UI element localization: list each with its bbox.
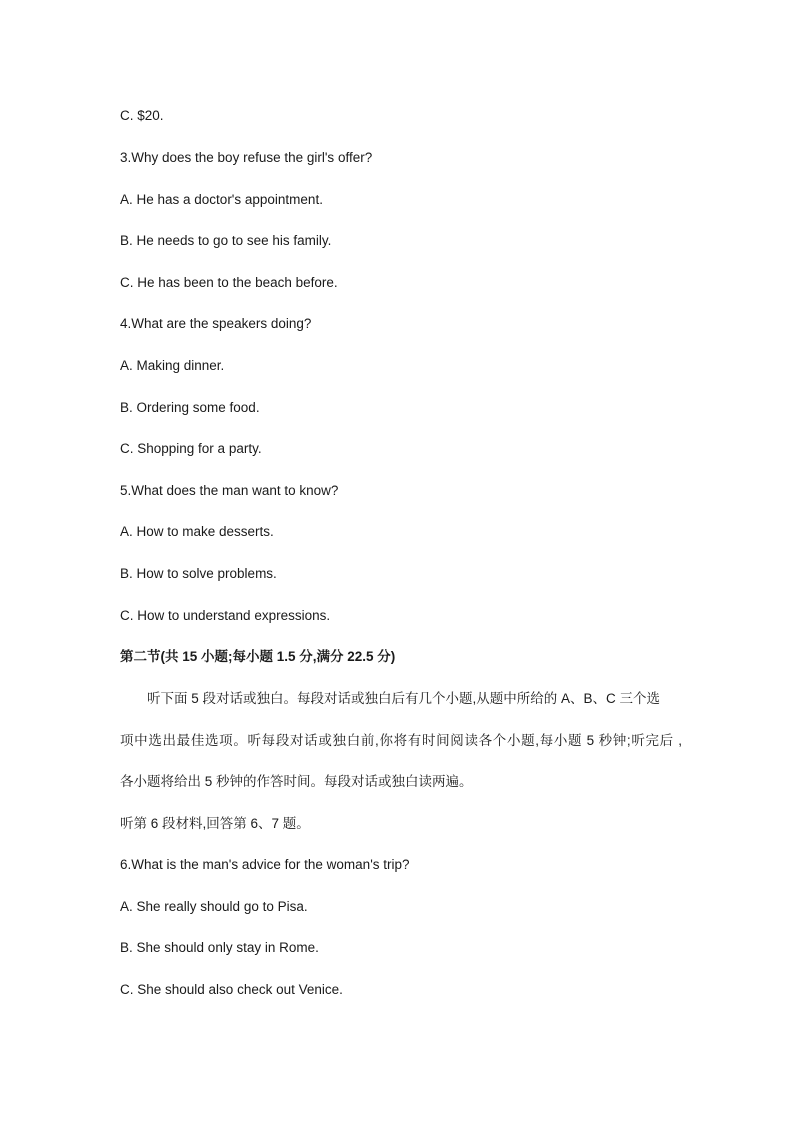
instructions-line-3: 各小题将给出 5 秒钟的作答时间。每段对话或独白读两遍。: [120, 774, 473, 789]
question-6: 6.What is the man's advice for the woman's trip?: [120, 857, 410, 872]
option-c-q3: C. He has been to the beach before.: [120, 275, 338, 290]
material-note: 听第 6 段材料,回答第 6、7 题。: [120, 816, 310, 831]
question-3: 3.Why does the boy refuse the girl's offer?: [120, 150, 373, 165]
option-c-q4: C. Shopping for a party.: [120, 441, 262, 456]
option-c-q2: C. $20.: [120, 108, 164, 123]
option-b-q4: B. Ordering some food.: [120, 400, 260, 415]
question-4: 4.What are the speakers doing?: [120, 316, 312, 331]
instructions-line-1: 听下面 5 段对话或独白。每段对话或独白后有几个小题,从题中所给的 A、B、C 三个选: [147, 691, 661, 706]
option-a-q6: A. She really should go to Pisa.: [120, 899, 308, 914]
option-b-q5: B. How to solve problems.: [120, 566, 277, 581]
option-c-q6: C. She should also check out Venice.: [120, 982, 343, 997]
instructions-line-2: 项中选出最佳选项。听每段对话或独白前,你将有时间阅读各个小题,每小题 5 秒钟;听完后 ,: [120, 733, 682, 748]
question-5: 5.What does the man want to know?: [120, 483, 339, 498]
section-heading: 第二节(共 15 小题;每小题 1.5 分,满分 22.5 分): [120, 649, 396, 664]
option-a-q3: A. He has a doctor's appointment.: [120, 192, 323, 207]
option-a-q5: A. How to make desserts.: [120, 524, 274, 539]
option-a-q4: A. Making dinner.: [120, 358, 225, 373]
option-b-q6: B. She should only stay in Rome.: [120, 940, 319, 955]
option-c-q5: C. How to understand expressions.: [120, 608, 331, 623]
option-b-q3: B. He needs to go to see his family.: [120, 233, 332, 248]
